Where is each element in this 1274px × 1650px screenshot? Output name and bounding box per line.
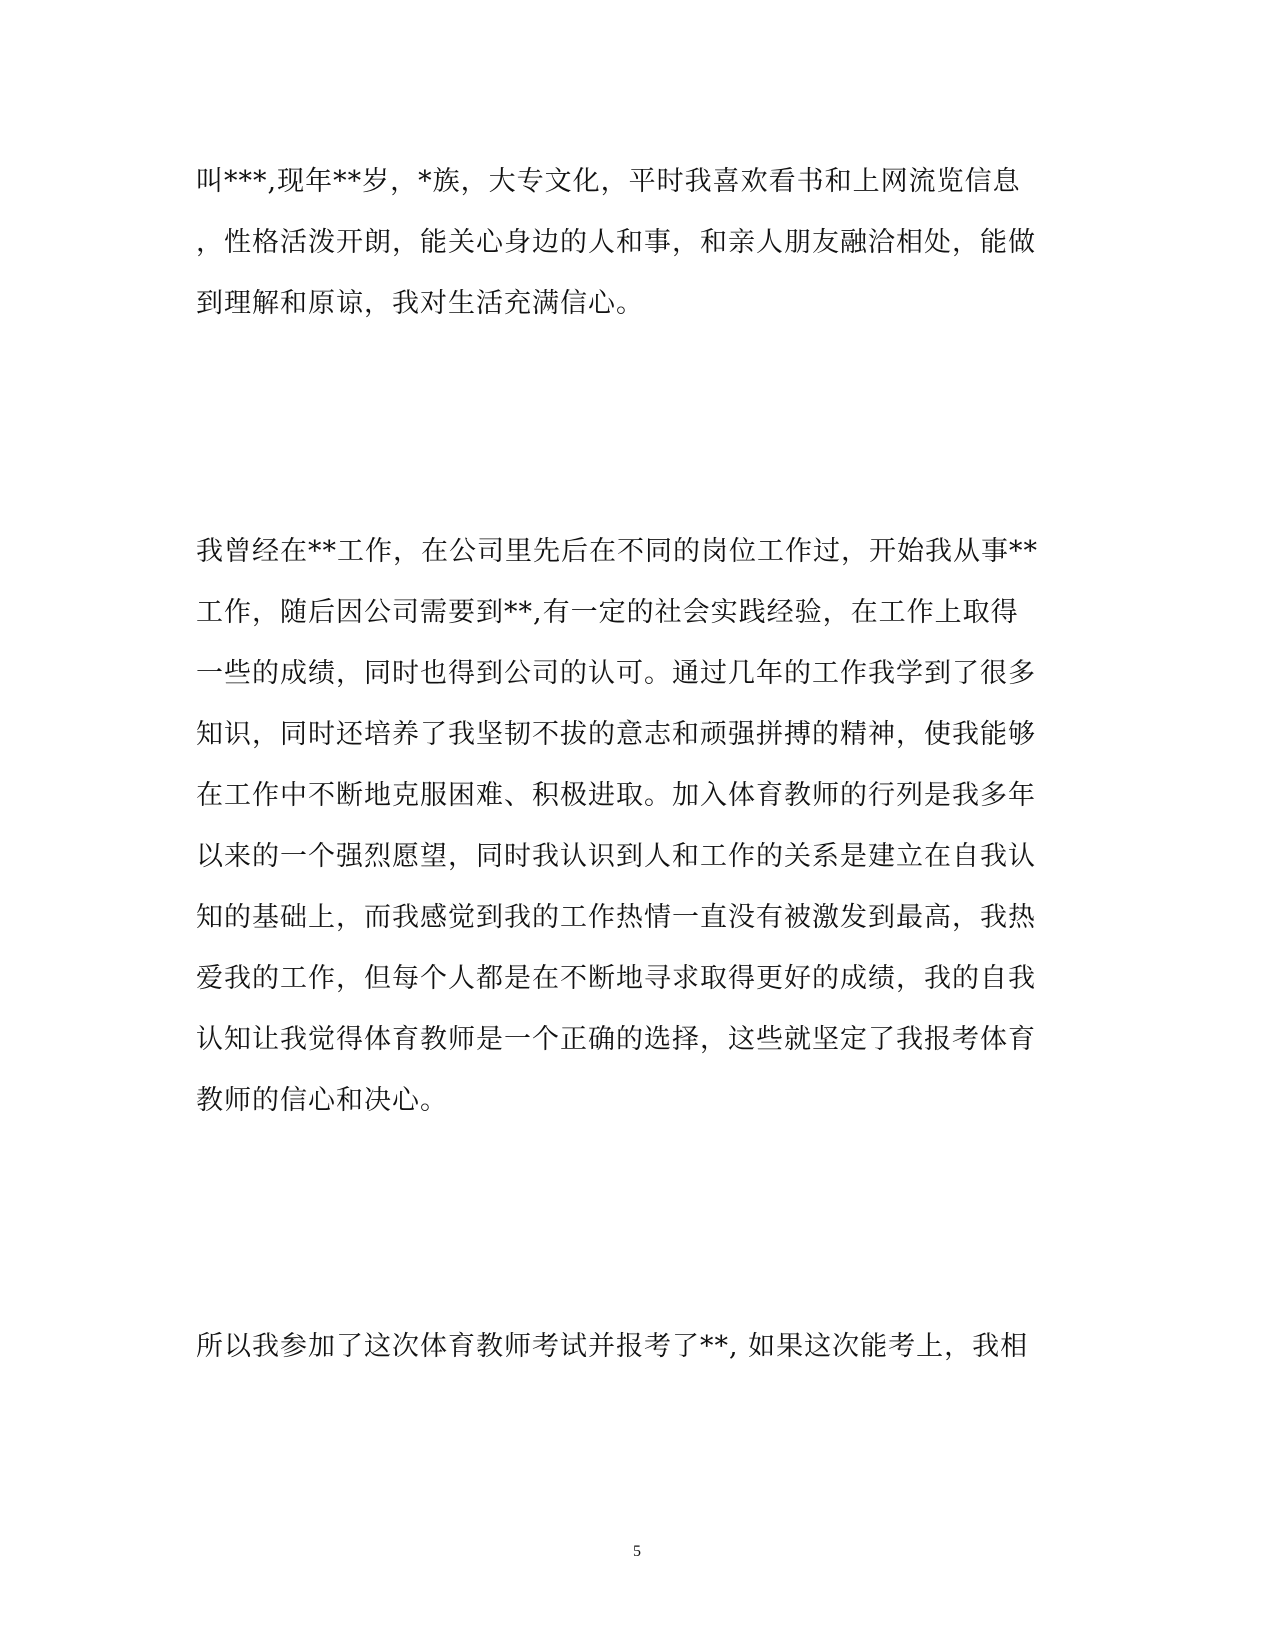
page-number: 5 [633, 1543, 641, 1560]
paragraph-2-line-10: 教师的信心和决心。 [196, 1085, 448, 1116]
paragraph-2-line-9: 认知让我觉得体育教师是一个正确的选择，这些就坚定了我报考体育 [196, 1024, 1036, 1055]
paragraph-2-line-2: 工作，随后因公司需要到**,有一定的社会实践经验，在工作上取得 [196, 597, 1019, 628]
paragraph-2-line-3: 一些的成绩，同时也得到公司的认可。通过几年的工作我学到了很多 [196, 658, 1036, 689]
paragraph-2-line-7: 知的基础上，而我感觉到我的工作热情一直没有被激发到最高，我热 [196, 902, 1036, 933]
paragraph-1-line-2: ，性格活泼开朗，能关心身边的人和事，和亲人朋友融洽相处，能做 [196, 227, 1036, 258]
paragraph-3-line-1: 所以我参加了这次体育教师考试并报考了**, 如果这次能考上，我相 [196, 1331, 1029, 1362]
paragraph-1-line-3: 到理解和原谅，我对生活充满信心。 [196, 288, 644, 319]
paragraph-2-line-8: 爱我的工作，但每个人都是在不断地寻求取得更好的成绩，我的自我 [196, 963, 1036, 994]
paragraph-2-line-6: 以来的一个强烈愿望，同时我认识到人和工作的关系是建立在自我认 [196, 841, 1036, 872]
paragraph-2-line-4: 知识，同时还培养了我坚韧不拔的意志和顽强拼搏的精神，使我能够 [196, 719, 1036, 750]
paragraph-2-line-5: 在工作中不断地克服困难、积极进取。加入体育教师的行列是我多年 [196, 780, 1036, 811]
paragraph-2-line-1: 我曾经在**工作，在公司里先后在不同的岗位工作过，开始我从事** [196, 536, 1038, 567]
paragraph-1-line-1: 叫***,现年**岁，*族，大专文化，平时我喜欢看书和上网流览信息 [196, 166, 1021, 197]
